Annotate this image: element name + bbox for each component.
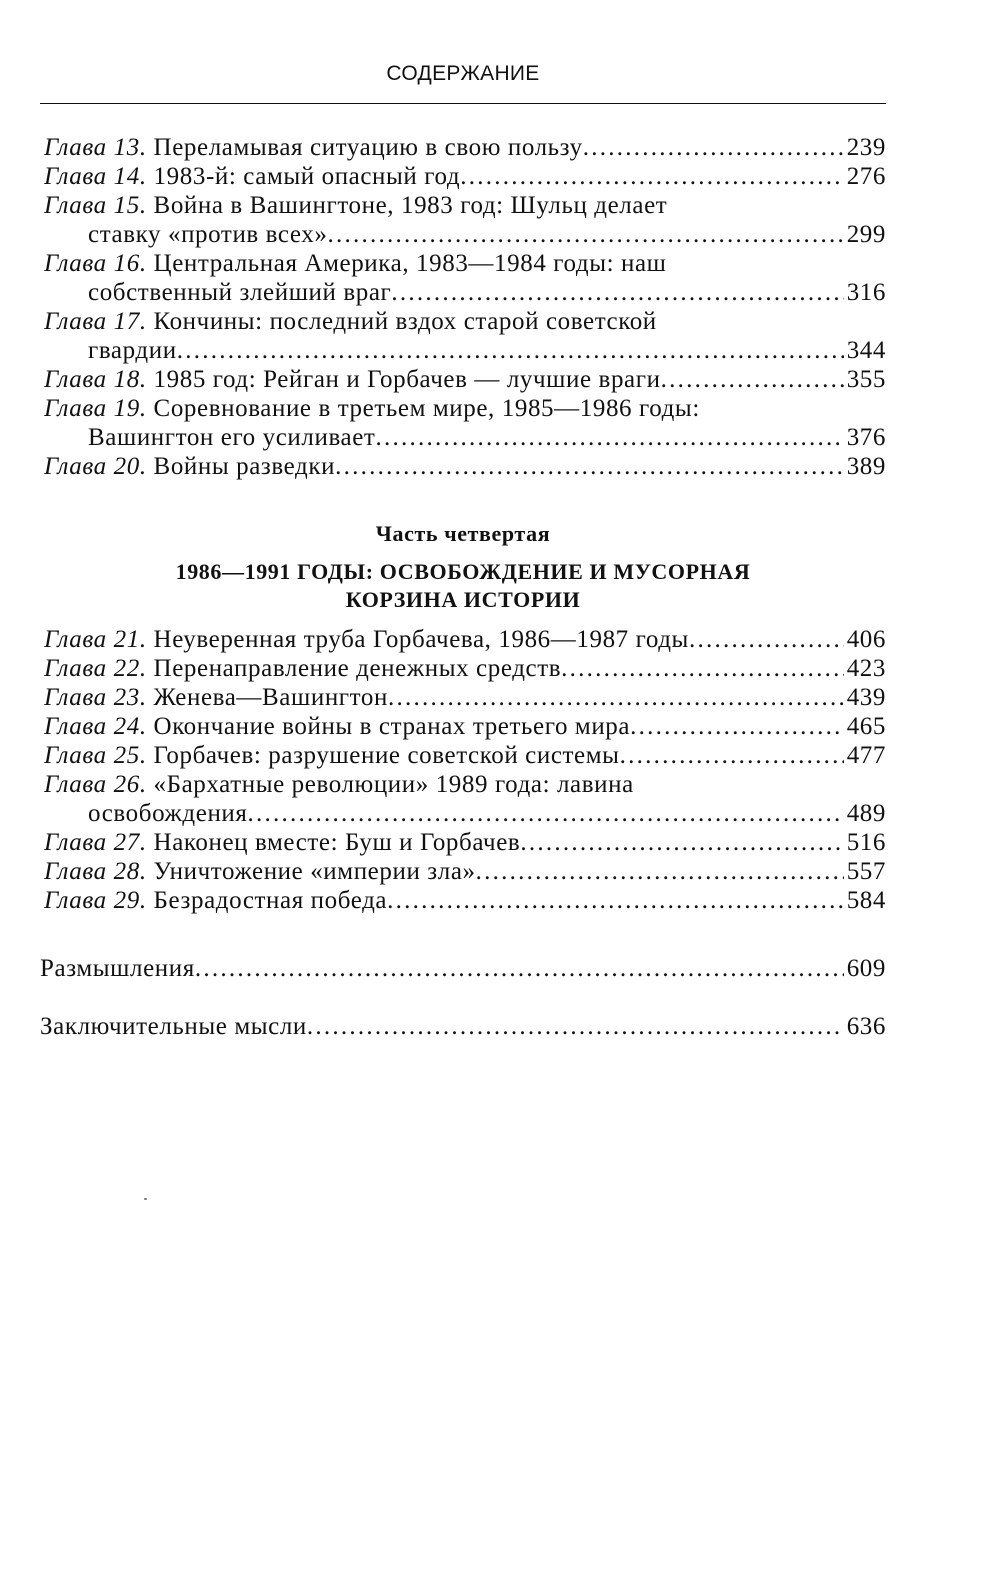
toc-entry[interactable] <box>44 741 886 770</box>
entry-text <box>88 220 328 249</box>
chapter-title: Горбачев: разрушение советской системы <box>153 742 620 769</box>
toc-entry-line <box>44 307 886 336</box>
dot-leader <box>391 278 843 307</box>
entry-text <box>88 278 391 307</box>
dot-leader <box>328 220 844 249</box>
chapter-title: Уничтожение «империи зла» <box>153 858 476 885</box>
entry-text <box>44 741 620 770</box>
chapter-title: Соревнование в третьем мире, 1985—1986 годы: <box>153 395 700 422</box>
dot-leader <box>583 133 844 162</box>
chapter-label: Глава 25. <box>44 742 147 769</box>
page-header: СОДЕРЖАНИЕ <box>386 62 540 85</box>
toc-entry-line <box>44 452 886 481</box>
part-label: Часть четвертая <box>375 521 551 546</box>
entry-text <box>44 365 661 394</box>
page-number: 316 <box>846 279 886 306</box>
chapter-title: «Бархатные революции» 1989 года: лавина <box>153 771 634 798</box>
entry-text <box>44 828 520 857</box>
entry-text <box>44 395 700 422</box>
page-number: 344 <box>846 337 886 364</box>
page-number: 376 <box>846 424 886 451</box>
toc-entry-line <box>44 683 886 712</box>
toc-entry-line <box>44 886 886 915</box>
toc-entry-line <box>44 828 886 857</box>
chapter-title: Центральная Америка, 1983—1984 годы: наш <box>153 250 667 277</box>
chapter-title: ставку «против всех» <box>88 221 328 248</box>
print-speck <box>144 1198 147 1200</box>
toc-entry-line <box>44 278 886 307</box>
toc-entry[interactable] <box>44 307 886 365</box>
chapter-label: Глава 16. <box>44 250 147 277</box>
toc-entry-line <box>44 220 886 249</box>
toc-entry-line <box>44 857 886 886</box>
chapter-label: Глава 22. <box>44 655 147 682</box>
dot-leader <box>630 712 844 741</box>
page-number: 477 <box>846 742 886 769</box>
toc-entry-line <box>44 133 886 162</box>
chapter-title: Окончание войны в странах третьего мира <box>153 713 631 740</box>
dot-leader <box>248 799 844 828</box>
page-number: 489 <box>846 800 886 827</box>
toc-entry[interactable] <box>44 770 886 828</box>
chapter-label: Глава 15. <box>44 192 147 219</box>
chapter-title: Наконец вместе: Буш и Горбачев <box>153 829 521 856</box>
toc-entry[interactable] <box>44 712 886 741</box>
part-title-line2: КОРЗИНА ИСТОРИИ <box>345 587 581 612</box>
dot-leader <box>307 1012 844 1041</box>
page-number: 406 <box>846 626 886 653</box>
chapter-title: Неуверенная труба Горбачева, 1986—1987 годы <box>153 626 689 653</box>
chapter-title: Кончины: последний вздох старой советской <box>153 308 657 335</box>
toc-entry-line <box>44 770 886 799</box>
dot-leader <box>689 625 844 654</box>
toc-entry[interactable] <box>44 133 886 162</box>
entry-text <box>88 799 248 828</box>
reflections-page: 609 <box>846 955 886 982</box>
entry-text <box>44 683 388 712</box>
toc-entry-line <box>44 654 886 683</box>
final-thoughts-page: 636 <box>846 1013 886 1040</box>
chapter-title: Перенаправление денежных средств <box>153 655 562 682</box>
page-number: 465 <box>846 713 886 740</box>
chapter-title: освобождения <box>88 800 248 827</box>
dot-leader <box>388 683 844 712</box>
chapter-title: Войны разведки <box>153 453 336 480</box>
dot-leader <box>460 162 843 191</box>
chapter-title: Безрадостная победа <box>153 887 388 914</box>
dot-leader <box>561 654 844 683</box>
page-number: 389 <box>846 453 886 480</box>
chapter-title: Переламывая ситуацию в свою пользу <box>153 134 583 161</box>
page-number: 557 <box>846 858 886 885</box>
final-thoughts-title: Заключительные мысли <box>40 1013 307 1040</box>
toc-entry-line <box>44 336 886 365</box>
page-number: 516 <box>846 829 886 856</box>
toc-entry-line <box>44 249 886 278</box>
dot-leader <box>661 365 844 394</box>
toc-entry[interactable] <box>44 452 886 481</box>
chapter-title: Война в Вашингтоне, 1983 год: Шульц делает <box>153 192 668 219</box>
chapter-label: Глава 29. <box>44 887 147 914</box>
toc-entry[interactable] <box>44 683 886 712</box>
chapter-title: Женева—Вашингтон <box>153 684 388 711</box>
chapter-title: 1985 год: Рейган и Горбачев — лучшие враги <box>153 366 661 393</box>
page-number: 239 <box>846 134 886 161</box>
toc-entry-line <box>44 162 886 191</box>
toc-entry[interactable] <box>44 654 886 683</box>
chapter-title: гвардии <box>88 337 177 364</box>
toc-entry[interactable] <box>44 857 886 886</box>
dot-leader <box>620 741 844 770</box>
toc-entry[interactable] <box>44 249 886 307</box>
part-title <box>40 558 886 614</box>
page-number: 584 <box>846 887 886 914</box>
page-number: 355 <box>846 366 886 393</box>
entry-text <box>44 654 561 683</box>
toc-entry[interactable] <box>44 191 886 249</box>
dot-leader <box>476 857 844 886</box>
entry-text <box>44 886 387 915</box>
chapter-label: Глава 26. <box>44 771 147 798</box>
page-number: 423 <box>846 655 886 682</box>
dot-leader <box>520 828 843 857</box>
part-title-line1: 1986—1991 ГОДЫ: ОСВОБОЖДЕНИЕ И МУСОРНАЯ <box>175 559 751 584</box>
toc-entry[interactable] <box>44 828 886 857</box>
chapter-title: собственный злейший враг <box>88 279 392 306</box>
toc-part4-list <box>44 625 886 915</box>
entry-text <box>44 625 689 654</box>
chapter-label: Глава 23. <box>44 684 147 711</box>
chapter-label: Глава 20. <box>44 453 147 480</box>
chapter-title: Вашингтон его усиливает <box>88 424 376 451</box>
chapter-label: Глава 19. <box>44 395 147 422</box>
toc-part3-list <box>44 133 886 481</box>
entry-text <box>44 712 630 741</box>
toc-entry-reflections[interactable] <box>40 954 886 983</box>
toc-entry-line <box>44 423 886 452</box>
dot-leader <box>195 954 844 983</box>
entry-text <box>44 452 335 481</box>
entry-text <box>44 308 657 335</box>
toc-entry-line <box>44 741 886 770</box>
toc-entry-line <box>44 394 886 423</box>
toc-entry-line <box>44 625 886 654</box>
entry-text <box>44 771 634 798</box>
toc-entry-final-thoughts[interactable] <box>40 1012 886 1041</box>
chapter-title: 1983-й: самый опасный год <box>153 163 461 190</box>
toc-entry[interactable] <box>44 162 886 191</box>
dot-leader <box>335 452 844 481</box>
dot-leader <box>177 336 844 365</box>
reflections-title: Размышления <box>40 955 195 982</box>
chapter-label: Глава 13. <box>44 134 147 161</box>
chapter-label: Глава 17. <box>44 308 147 335</box>
header-rule <box>40 103 886 104</box>
toc-entry[interactable] <box>44 365 886 394</box>
chapter-label: Глава 18. <box>44 366 147 393</box>
chapter-label: Глава 14. <box>44 163 147 190</box>
toc-entry[interactable] <box>44 625 886 654</box>
page-number: 439 <box>846 684 886 711</box>
entry-text <box>44 857 476 886</box>
page-number: 276 <box>846 163 886 190</box>
toc-entry[interactable] <box>44 394 886 452</box>
toc-entry-line <box>44 799 886 828</box>
toc-entry-line <box>44 712 886 741</box>
entry-text <box>44 162 460 191</box>
dot-leader <box>387 886 844 915</box>
entry-text <box>88 336 177 365</box>
chapter-label: Глава 28. <box>44 858 147 885</box>
toc-entry-line <box>44 191 886 220</box>
entry-text <box>88 423 375 452</box>
page-number: 299 <box>846 221 886 248</box>
entry-text <box>44 250 667 277</box>
toc-entry[interactable] <box>44 886 886 915</box>
entry-text <box>44 133 583 162</box>
toc-entry-line <box>44 365 886 394</box>
chapter-label: Глава 27. <box>44 829 147 856</box>
entry-text <box>44 192 667 219</box>
dot-leader <box>375 423 843 452</box>
chapter-label: Глава 24. <box>44 713 147 740</box>
chapter-label: Глава 21. <box>44 626 147 653</box>
